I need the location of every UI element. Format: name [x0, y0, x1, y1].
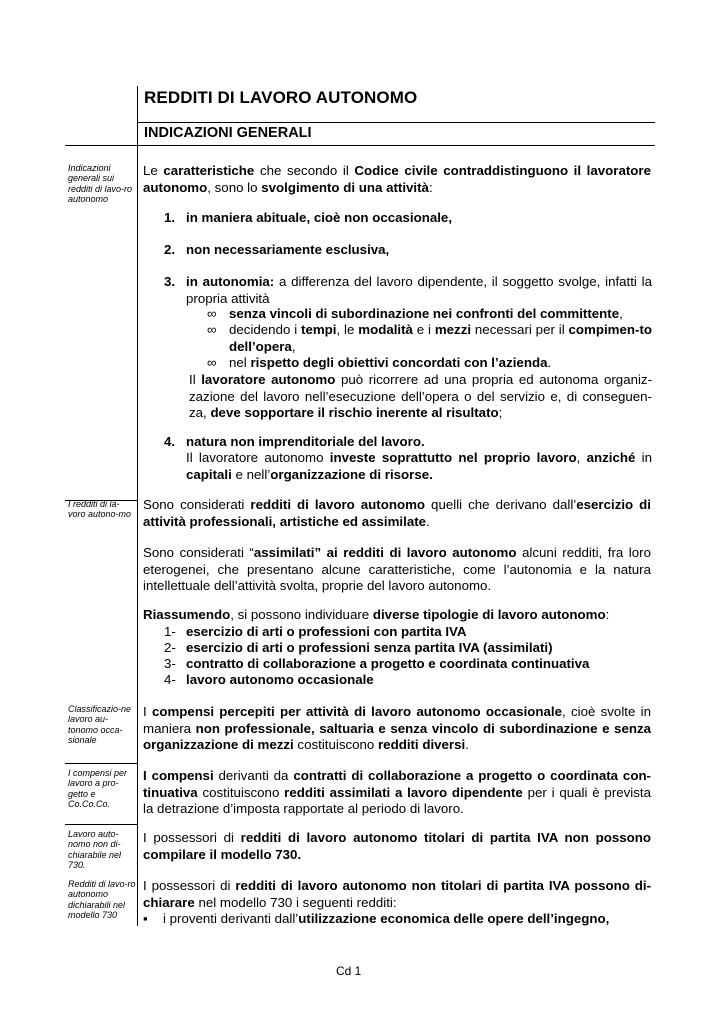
section-subtitle: INDICAZIONI GENERALI: [144, 125, 312, 141]
margin-note: I compensi per lavoro a pro-getto e Co.Co.Co.: [68, 768, 128, 810]
bullet-item: i proventi derivanti dall’utilizzazione economica delle opere dell’ingegno,: [163, 911, 610, 926]
riassumendo-paragraph: Riassumendo, si possono individuare diverse tipologie di lavoro autonomo:: [143, 607, 610, 622]
side-rule: [65, 824, 137, 825]
list-item: in maniera abituale, cioè non occasionale,: [186, 210, 453, 225]
list-number: 4.: [164, 434, 176, 449]
margin-vertical-rule: [137, 86, 138, 926]
margin-note: Classificazio-ne lavoro au-tonomo occa-sionale: [68, 704, 132, 746]
infinity-bullet-icon: ∞: [207, 322, 217, 337]
list-item: non necessariamente esclusiva,: [186, 242, 390, 257]
list-number: 1-: [164, 624, 176, 639]
title-rule: [137, 122, 655, 123]
margin-note: I redditi di la-voro autono-mo: [68, 499, 132, 520]
intro-paragraph: Le caratteristiche che secondo il Codice civile contraddistinguono il lavoratore autonomo, sono lo svolgimento di una attività:: [143, 163, 651, 195]
page-number: Cd 1: [336, 964, 362, 978]
side-rule: [65, 763, 137, 764]
list-number: 3-: [164, 656, 176, 671]
subtitle-rule: [65, 145, 655, 146]
margin-note: Indicazioni generali sui redditi di lavo-ro autonomo: [68, 163, 133, 205]
list-number: 2-: [164, 640, 176, 655]
square-bullet-icon: ▪: [143, 911, 148, 926]
list-number: 2.: [164, 242, 176, 257]
item-4-paragraph: Il lavoratore autonomo investe soprattutto nel proprio lavoro, anziché in capitali e nell’organizzazione di risorse.: [186, 450, 652, 482]
list-number: 3.: [164, 274, 176, 289]
infinity-bullet-icon: ∞: [207, 306, 217, 321]
item-3-paragraph: Il lavoratore autonomo può ricorrere ad una propria ed autonoma organiz-zazione del lavoro nell’esecuzione dell’opera o del servizio e, di conseguen-za, deve sopportare il rischio inerente al risultato;: [189, 372, 653, 420]
list-number: 1.: [164, 210, 176, 225]
compensi-paragraph: I compensi derivanti da contratti di collaborazione a progetto o coordinata con-tinuativa costituiscono redditi assimilati a lavoro dipendente per i quali è prevista la detrazione d’imposta rapportate al periodo di lavoro.: [143, 768, 651, 816]
infinity-bullet-icon: ∞: [207, 355, 217, 370]
list-number: 4-: [164, 672, 176, 687]
list-item: esercizio di arti o professioni con partita IVA: [186, 624, 467, 639]
margin-note: Redditi di lavo-ro autonomo dichiarabili nel modello 730: [68, 879, 136, 921]
list-item: esercizio di arti o professioni senza partita IVA (assimilati): [186, 640, 553, 655]
list-item: lavoro autonomo occasionale: [186, 672, 374, 687]
redditi-paragraph: Sono considerati redditi di lavoro autonomo quelli che derivano dall’esercizio di attività professionali, artistiche ed assimilate.: [143, 497, 651, 529]
page-title: REDDITI DI LAVORO AUTONOMO: [144, 88, 418, 107]
sub-item: nel rispetto degli obiettivi concordati con l’azienda.: [229, 355, 552, 370]
sub-item: senza vincoli di subordinazione nei confronti del committente,: [229, 306, 623, 321]
list-item: natura non imprenditoriale del lavoro.: [186, 434, 425, 449]
partita-iva-paragraph: I possessori di redditi di lavoro autonomo titolari di partita IVA non possono compilare il modello 730.: [143, 830, 651, 862]
sub-item: decidendo i tempi, le modalità e i mezzi necessari per il compimen-to dell’opera,: [229, 322, 652, 354]
occasionale-paragraph: I compensi percepiti per attività di lavoro autonomo occasionale, cioè svolte in maniera non professionale, saltuaria e senza vincolo di subordinazione e senza organizzazione di mezzi costituiscono redditi diversi.: [143, 704, 652, 752]
list-item: in autonomia: a differenza del lavoro dipendente, il soggetto svolge, infatti la propria attività: [186, 274, 652, 306]
assimilati-paragraph: Sono considerati “assimilati” ai redditi di lavoro autonomo alcuni redditi, fra loro eterogenei, che presentano alcune caratteristiche, come l’autonomia e la natura intellettuale dell’attività svolta, proprie del lavoro autonomo.: [143, 545, 651, 593]
margin-note: Lavoro auto-nomo non di-chiarabile nel 730.: [68, 829, 122, 871]
list-item: contratto di collaborazione a progetto e coordinata continuativa: [186, 656, 590, 671]
dichiarabili-paragraph: I possessori di redditi di lavoro autonomo non titolari di partita IVA possono di-chiarare nel modello 730 i seguenti redditi:: [143, 878, 651, 910]
